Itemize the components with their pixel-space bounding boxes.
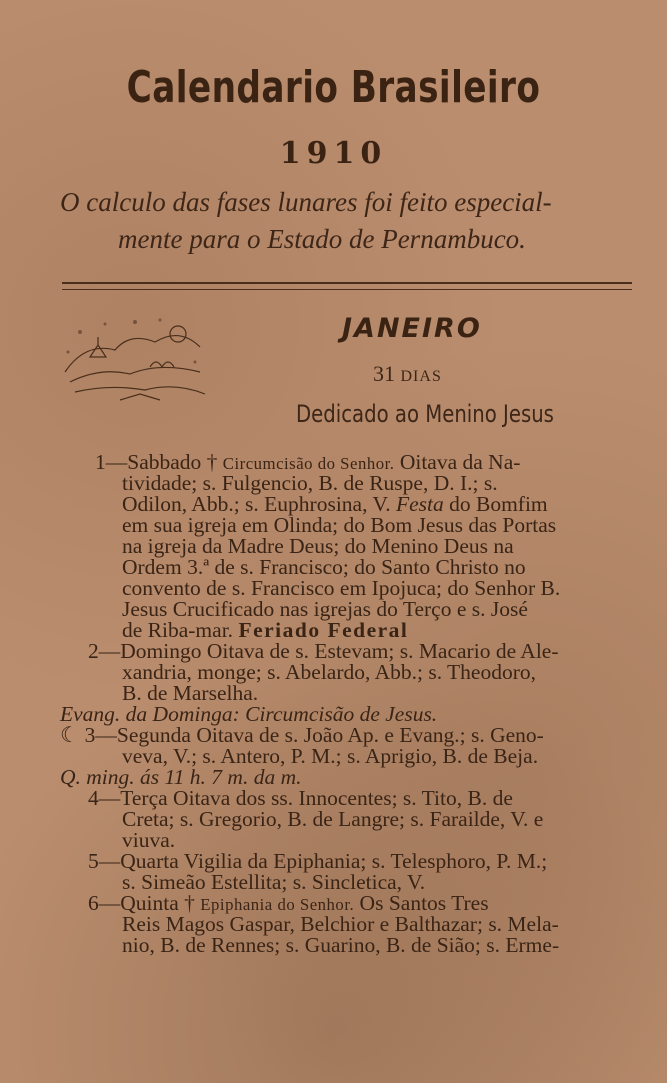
month-dedication: Dedicado ao Menino Jesus [296,400,554,428]
winter-scene-vignette [60,312,210,412]
entry-line: ☾ 3—Segunda Oitava de s. João Ap. e Evang.; s. Geno- [60,723,544,747]
entry-line: tividade; s. Fulgencio, B. de Ruspe, D. I.; s. [122,471,498,495]
entry-line: B. de Marselha. [122,681,259,705]
page-title: Calendario Brasileiro [126,62,541,113]
entry-line: viuva. [122,828,176,852]
entry-line: 6—Quinta † Epiphania do Senhor. Os Santos Tres [88,891,489,915]
gospel-line: Evang. da Dominga: Circumcisão de Jesus. [60,702,438,726]
entry-line: xandria, monge; s. Abelardo, Abb.; s. Theodoro, [122,660,537,684]
entry-line: 5—Quarta Vigilia da Epiphania; s. Telesphoro, P. M.; [88,849,548,873]
double-rule-bottom [62,289,632,290]
entry-line: 4—Terça Oitava dos ss. Innocentes; s. Tito, B. de [88,786,513,810]
entry-line: Creta; s. Gregorio, B. de Langre; s. Farailde, V. e [122,807,544,831]
entry-line: 1—Sabbado † Circumcisão do Senhor. Oitava da Na- [95,450,521,474]
month-day-count [373,361,442,387]
entry-line: Jesus Crucificado nas igrejas do Terço e s. José [122,597,528,621]
moon-phase-line: Q. ming. ás 11 h. 7 m. da m. [60,765,302,789]
entry-line: Odilon, Abb.; s. Euphrosina, V. Festa do Bomfim [122,492,548,516]
entry-line: Ordem 3.ª de s. Francisco; do Santo Christo no [122,555,526,579]
entry-line: em sua igreja em Olinda; do Bom Jesus das Portas [122,513,557,537]
day-count-word: DIAS [400,368,442,385]
entry-line: Reis Magos Gaspar, Belchior e Balthazar; s. Mela- [122,912,559,936]
subtitle-line-1: O calculo das fases lunares foi feito especial- [60,187,552,217]
entry-line: veva, V.; s. Antero, P. M.; s. Aprigio, B. de Beja. [122,744,539,768]
holiday-label: Feriado Federal [238,618,409,642]
subtitle [60,184,650,258]
entry-line: convento de s. Francisco em Ipojuca; do Senhor B. [122,576,561,600]
entry-line: de Riba-mar. Feriado Federal [122,618,409,642]
day-count-number: 31 [373,361,395,386]
month-name: JANEIRO [342,313,482,344]
entry-line: s. Simeão Estellita; s. Sincletica, V. [122,870,426,894]
double-rule-top [62,282,632,284]
subtitle-line-2: mente para o Estado de Pernambuco. [118,224,526,254]
year-heading: 1910 [279,136,388,171]
entry-line: 2—Domingo Oitava de s. Estevam; s. Macario de Ale- [88,639,559,663]
entry-line: na igreja da Madre Deus; do Menino Deus na [122,534,514,558]
entry-line: nio, B. de Rennes; s. Guarino, B. de Sião; s. Erme- [122,933,560,957]
